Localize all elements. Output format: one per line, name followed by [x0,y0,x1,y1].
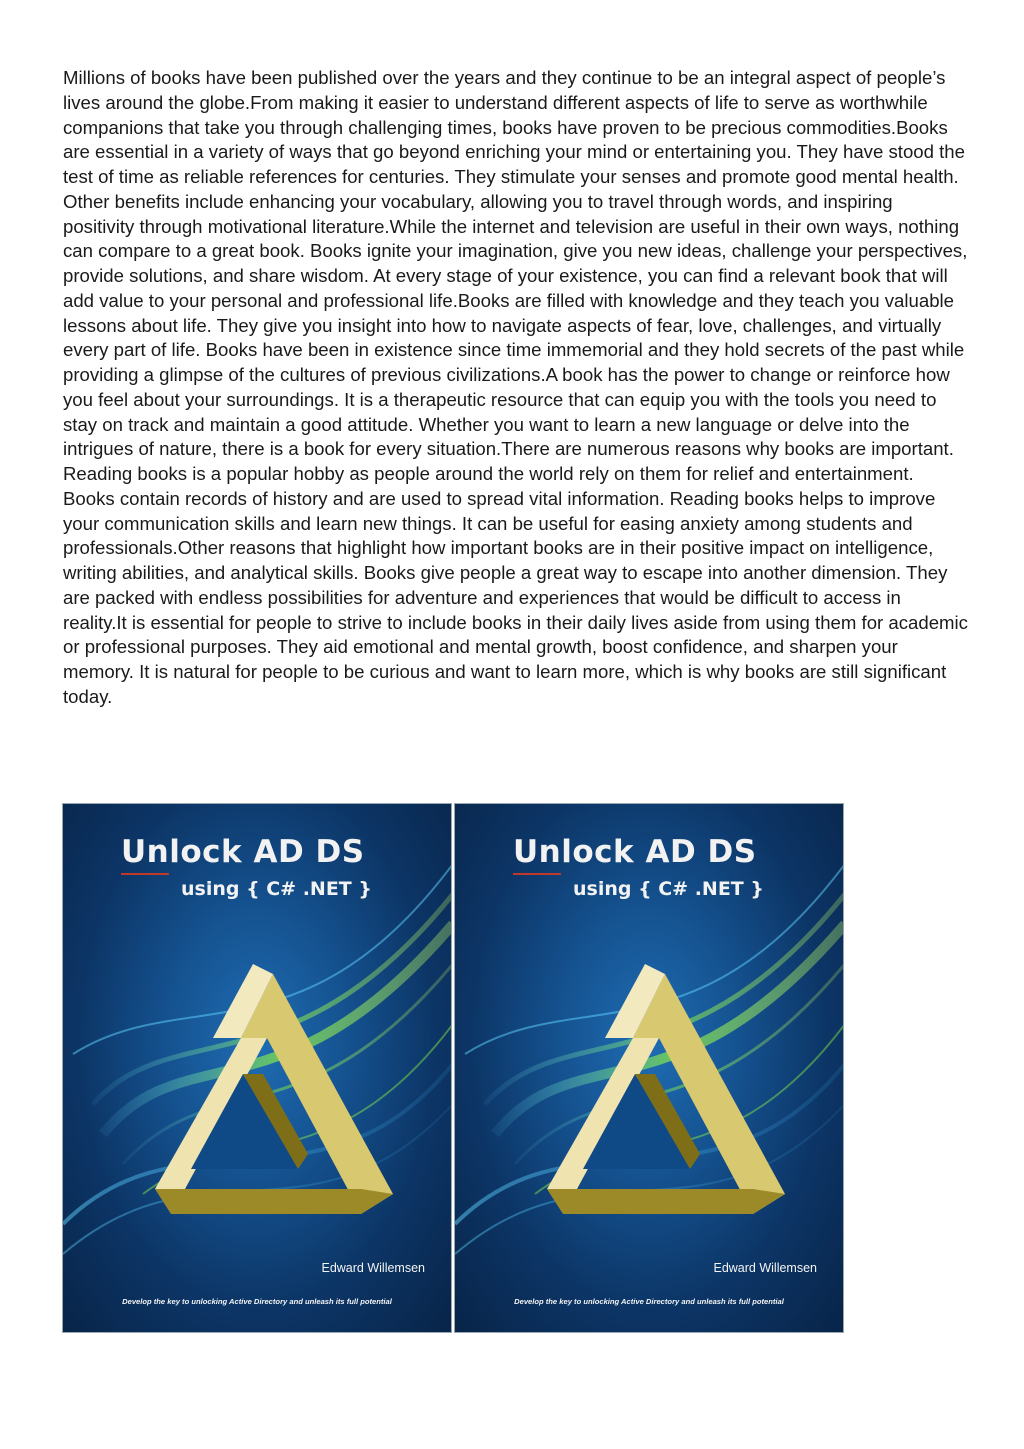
title-underline [121,873,169,875]
cover-author: Edward Willemsen [713,1261,817,1275]
cover-title: Unlock AD DS [513,834,757,870]
cover-subtitle: using { C# .NET } [573,878,764,900]
book-cover-gallery [62,803,845,1333]
impossible-triangle-icon [155,964,393,1214]
article-body: Millions of books have been published over the years and they continue to be an integral aspect of people’s lives around the globe.From making it easier to understand different aspects of life to serve as worthwhile companions that take you through challenging times, books have proven to be precious commodities.Books are essential in a variety of ways that go beyond enriching your mind or entertaining you. They have stood the test of time as reliable references for centuries. They stimulate your senses and promote good mental health. Other benefits include enhancing your vocabulary, allowing you to travel through words, and inspiring positivity through motivational literature.While the internet and television are useful in their own ways, nothing can compare to a great book. Books ignite your imagination, give you new ideas, challenge your perspectives, provide solutions, and share wisdom. At every stage of your existence, you can find a relevant book that will add value to your personal and professional life.Books are filled with knowledge and they teach you valuable lessons about life. They give you insight into how to navigate aspects of fear, love, challenges, and virtually every part of life. Books have been in existence since time immemorial and they hold secrets of the past while providing a glimpse of the cultures of previous civilizations.A book has the power to change or reinforce how you feel about your surroundings. It is a therapeutic resource that can equip you with the tools you need to stay on track and maintain a good attitude. Whether you want to learn a new language or delve into the intrigues of nature, there is a book for every situation.There are numerous reasons why books are important. Reading books is a popular hobby as people around the world rely on them for relief and entertainment. Books contain records of history and are used to spread vital information. Reading books helps to improve your communication skills and learn new things. It can be useful for easing anxiety among students and professionals.Other reasons that highlight how important books are in their positive impact on intelligence, writing abilities, and analytical skills. Books give people a great way to escape into another dimension. They are packed with endless possibilities for adventure and experiences that would be difficult to access in reality.It is essential for people to strive to include books in their daily lives aside from using them for academic or professional purposes. They aid emotional and mental growth, boost confidence, and sharpen your memory. It is natural for people to be curious and want to learn more, which is why books are still significant today. [63,67,968,707]
cover-subtitle: using { C# .NET } [181,878,372,900]
cover-tagline: Develop the key to unlocking Active Directory and unleash its full potential [122,1297,392,1306]
cover-title: Unlock AD DS [121,834,365,870]
book-cover[interactable] [454,803,844,1333]
title-underline [513,873,561,875]
cover-author: Edward Willemsen [321,1261,425,1275]
book-cover[interactable] [62,803,452,1333]
impossible-triangle-icon [547,964,785,1214]
cover-tagline: Develop the key to unlocking Active Directory and unleash its full potential [514,1297,784,1306]
